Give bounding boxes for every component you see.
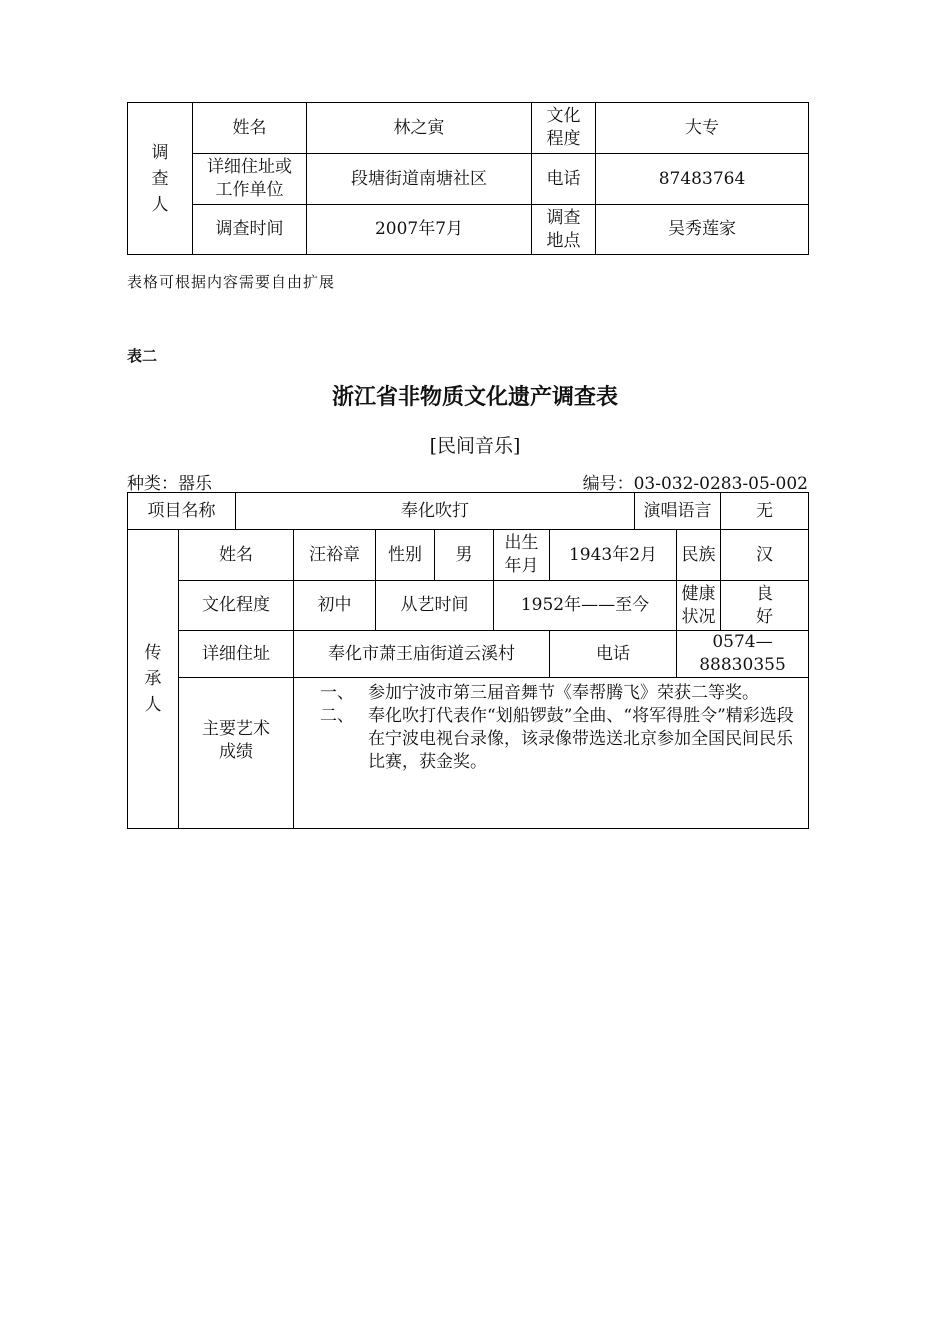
category-row xyxy=(127,469,808,494)
phone-label: 电话 xyxy=(532,154,596,205)
achievement-text: 奉化吹打代表作“划船锣鼓”全曲、“将军得胜令”精彩选段在宁波电视台录像，该录像带选送北京参加全国民间民乐比赛，获金奖。 xyxy=(368,706,794,772)
achievement-number: 一、 xyxy=(320,683,354,703)
achievement-item xyxy=(320,705,802,774)
achievement-text: 参加宁波市第三届音舞节《奉帮腾飞》荣获二等奖。 xyxy=(368,683,759,703)
achievement-item xyxy=(320,682,802,705)
art-time-value: 1952年——至今 xyxy=(494,581,677,631)
survey-time-label: 调查时间 xyxy=(193,205,307,255)
survey-place-label: 调查 地点 xyxy=(532,205,596,255)
survey-place-value: 吴秀莲家 xyxy=(596,205,809,255)
education-label: 文化 程度 xyxy=(532,103,596,154)
inheritor-education-value: 初中 xyxy=(294,581,376,631)
education-value: 大专 xyxy=(596,103,809,154)
serial-number: 编号：03-032-0283-05-002 xyxy=(582,474,808,494)
inheritor-phone-value: 0574—88830355 xyxy=(677,631,809,678)
language-label: 演唱语言 xyxy=(635,493,721,530)
gender-value: 男 xyxy=(435,530,494,581)
birth-value: 1943年2月 xyxy=(550,530,677,581)
inheritor-education-label: 文化程度 xyxy=(179,581,294,631)
name-label: 姓名 xyxy=(193,103,307,154)
address-value: 段塘街道南塘社区 xyxy=(307,154,532,205)
inheritor-side-label: 传 承 人 xyxy=(128,530,179,829)
investigator-side-label: 调 查 人 xyxy=(128,103,193,255)
language-value: 无 xyxy=(721,493,809,530)
project-name-label: 项目名称 xyxy=(128,493,236,530)
table-label: 表二 xyxy=(127,347,158,365)
health-label: 健康 状况 xyxy=(677,581,721,631)
art-time-label: 从艺时间 xyxy=(376,581,494,631)
inheritor-name-label: 姓名 xyxy=(179,530,294,581)
birth-label: 出生 年月 xyxy=(494,530,550,581)
ethnic-value: 汉 xyxy=(721,530,809,581)
achievement-number: 二、 xyxy=(320,706,354,726)
achievements-list xyxy=(294,678,809,829)
page-subtitle: [民间音乐] xyxy=(429,435,521,457)
address-label: 详细住址或 工作单位 xyxy=(193,154,307,205)
project-name-value: 奉化吹打 xyxy=(236,493,635,530)
health-value: 良 好 xyxy=(721,581,809,631)
name-value: 林之寅 xyxy=(307,103,532,154)
inheritor-address-value: 奉化市萧王庙街道云溪村 xyxy=(294,631,550,678)
table-note: 表格可根据内容需要自由扩展 xyxy=(127,273,336,291)
category: 种类：器乐 xyxy=(127,474,212,494)
survey-time-value: 2007年7月 xyxy=(307,205,532,255)
achievements-label: 主要艺术 成绩 xyxy=(179,678,294,829)
inheritor-phone-label: 电话 xyxy=(550,631,677,678)
ethnic-label: 民族 xyxy=(677,530,721,581)
inheritor-name-value: 汪裕章 xyxy=(294,530,376,581)
investigator-table xyxy=(127,102,809,255)
gender-label: 性别 xyxy=(376,530,435,581)
inheritor-address-label: 详细住址 xyxy=(179,631,294,678)
page-title: 浙江省非物质文化遗产调查表 xyxy=(331,385,618,410)
phone-value: 87483764 xyxy=(596,154,809,205)
heritage-table xyxy=(127,492,809,829)
